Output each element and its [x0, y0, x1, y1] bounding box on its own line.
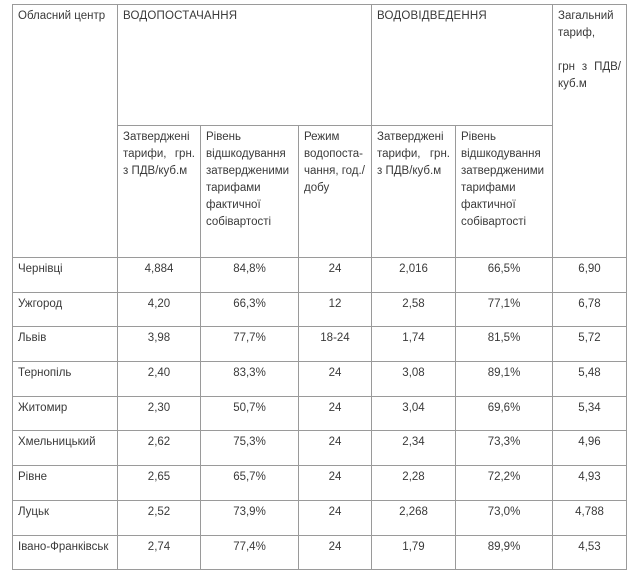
cell-city: Чернівці: [13, 258, 118, 293]
header-total-tariff-title: Загальний тариф,: [558, 10, 614, 39]
header-ws-approved-tariffs: Затверджені тарифи, грн. з ПДВ/куб.м: [118, 126, 201, 258]
table-row: [13, 431, 627, 466]
cell-total-tariff: 5,72: [553, 327, 627, 362]
cell-ws-mode: 12: [299, 292, 372, 327]
cell-city: Івано-Франківськ: [13, 535, 118, 570]
cell-dr-coverage: 77,1%: [456, 292, 553, 327]
cell-ws-mode: 24: [299, 535, 372, 570]
cell-ws-coverage: 83,3%: [201, 362, 299, 397]
cell-city: Ужгород: [13, 292, 118, 327]
header-total-tariff-unit: грн з ПДВ/ куб.м: [558, 61, 621, 90]
cell-total-tariff: 4,788: [553, 500, 627, 535]
cell-dr-tariff: 3,08: [372, 362, 456, 397]
cell-dr-tariff: 2,58: [372, 292, 456, 327]
table-row: [13, 362, 627, 397]
cell-dr-coverage: 73,3%: [456, 431, 553, 466]
cell-ws-tariff: 2,74: [118, 535, 201, 570]
cell-ws-tariff: 2,52: [118, 500, 201, 535]
cell-city: Луцьк: [13, 500, 118, 535]
header-ws-mode: Режим водопоста-чання, год./добу: [299, 126, 372, 258]
cell-ws-mode: 24: [299, 362, 372, 397]
cell-ws-coverage: 77,4%: [201, 535, 299, 570]
cell-dr-tariff: 2,28: [372, 466, 456, 501]
cell-dr-coverage: 69,6%: [456, 396, 553, 431]
table-row: [13, 396, 627, 431]
cell-city: Хмельницький: [13, 431, 118, 466]
cell-city: Тернопіль: [13, 362, 118, 397]
cell-total-tariff: 5,48: [553, 362, 627, 397]
cell-dr-coverage: 89,9%: [456, 535, 553, 570]
header-ws-coverage: Рівень відшкодування затвердженими тарифами фактичної собівартості: [201, 126, 299, 258]
cell-dr-tariff: 1,74: [372, 327, 456, 362]
cell-ws-coverage: 73,9%: [201, 500, 299, 535]
header-dr-coverage: Рівень відшкодування затвердженими тарифами фактичної собівартості: [456, 126, 553, 258]
header-total-tariff: [553, 5, 627, 258]
header-row-1: [13, 5, 627, 126]
cell-dr-tariff: 2,016: [372, 258, 456, 293]
table-row: [13, 466, 627, 501]
cell-ws-mode: 24: [299, 466, 372, 501]
cell-ws-tariff: 3,98: [118, 327, 201, 362]
cell-ws-tariff: 4,20: [118, 292, 201, 327]
cell-ws-mode: 24: [299, 431, 372, 466]
cell-ws-coverage: 75,3%: [201, 431, 299, 466]
cell-ws-coverage: 50,7%: [201, 396, 299, 431]
cell-city: Львів: [13, 327, 118, 362]
cell-ws-coverage: 77,7%: [201, 327, 299, 362]
table-row: [13, 327, 627, 362]
cell-dr-coverage: 72,2%: [456, 466, 553, 501]
cell-total-tariff: 4,93: [553, 466, 627, 501]
cell-total-tariff: 5,34: [553, 396, 627, 431]
cell-total-tariff: 6,90: [553, 258, 627, 293]
cell-dr-coverage: 73,0%: [456, 500, 553, 535]
cell-ws-coverage: 84,8%: [201, 258, 299, 293]
cell-dr-coverage: 81,5%: [456, 327, 553, 362]
table-row: [13, 500, 627, 535]
cell-dr-tariff: 2,268: [372, 500, 456, 535]
cell-ws-tariff: 2,62: [118, 431, 201, 466]
cell-ws-tariff: 2,30: [118, 396, 201, 431]
header-water-supply: ВОДОПОСТАЧАННЯ: [118, 5, 372, 126]
cell-dr-coverage: 66,5%: [456, 258, 553, 293]
cell-total-tariff: 4,53: [553, 535, 627, 570]
header-dr-approved-tariffs: Затверджені тарифи, грн. з ПДВ/куб.м: [372, 126, 456, 258]
cell-ws-coverage: 66,3%: [201, 292, 299, 327]
cell-ws-mode: 24: [299, 258, 372, 293]
table-row: [13, 258, 627, 293]
cell-dr-tariff: 1,79: [372, 535, 456, 570]
cell-ws-tariff: 2,40: [118, 362, 201, 397]
tariff-table: [12, 4, 627, 570]
cell-ws-tariff: 2,65: [118, 466, 201, 501]
cell-ws-mode: 24: [299, 500, 372, 535]
cell-dr-coverage: 89,1%: [456, 362, 553, 397]
cell-ws-mode: 18-24: [299, 327, 372, 362]
table-row: [13, 292, 627, 327]
header-drainage: ВОДОВІДВЕДЕННЯ: [372, 5, 553, 126]
header-region-center: Обласний центр: [13, 5, 118, 258]
cell-ws-mode: 24: [299, 396, 372, 431]
table-row: [13, 535, 627, 570]
cell-city: Житомир: [13, 396, 118, 431]
cell-city: Рівне: [13, 466, 118, 501]
cell-dr-tariff: 3,04: [372, 396, 456, 431]
cell-dr-tariff: 2,34: [372, 431, 456, 466]
cell-total-tariff: 4,96: [553, 431, 627, 466]
cell-ws-coverage: 65,7%: [201, 466, 299, 501]
cell-ws-tariff: 4,884: [118, 258, 201, 293]
cell-total-tariff: 6,78: [553, 292, 627, 327]
